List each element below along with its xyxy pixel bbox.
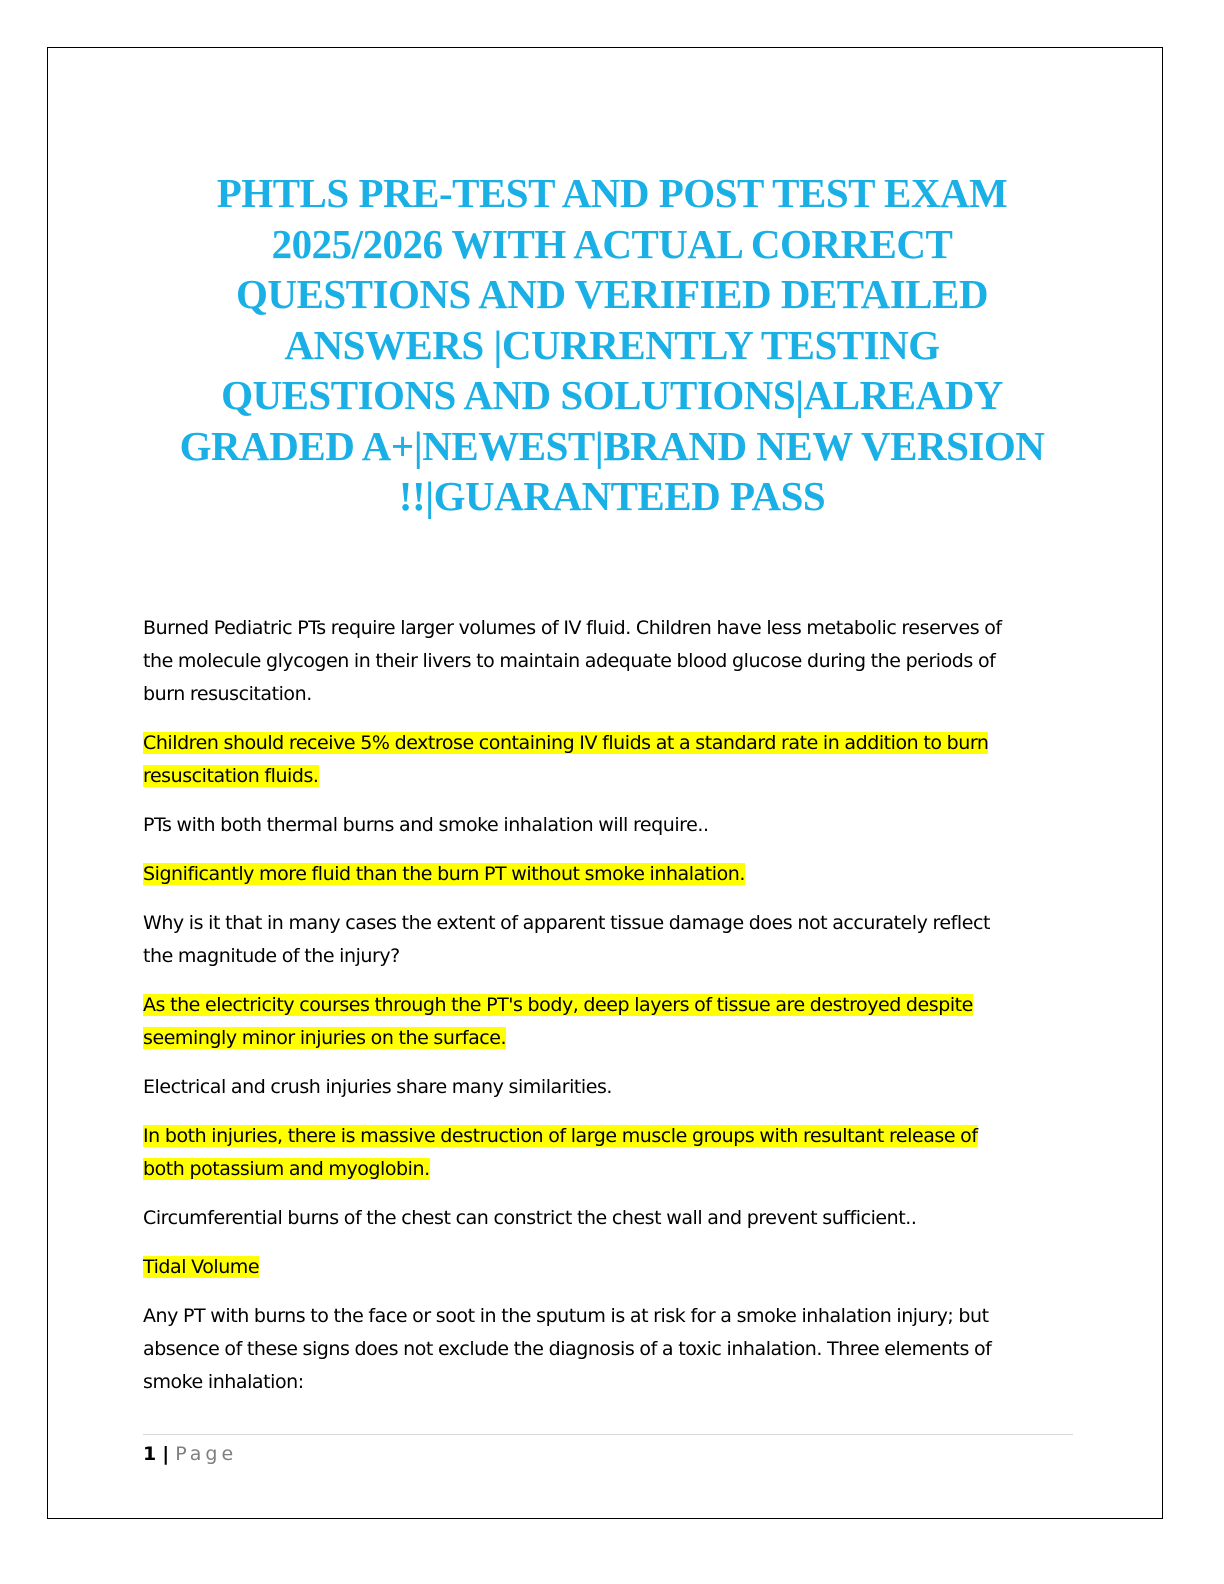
document-body bbox=[143, 612, 1083, 1415]
title-line: QUESTIONS AND SOLUTIONS|ALREADY bbox=[221, 372, 1003, 418]
text-line: the molecule glycogen in their livers to maintain adequate blood glucose during the periods of bbox=[143, 650, 996, 672]
title-line: GRADED A+|NEWEST|BRAND NEW VERSION bbox=[179, 422, 1045, 469]
page-label: Page bbox=[175, 1443, 238, 1465]
highlighted-text-line: As the electricity courses through the PT's body, deep layers of tissue are destroyed despite bbox=[143, 994, 973, 1016]
footer-divider bbox=[143, 1434, 1073, 1435]
highlighted-text-line: Tidal Volume bbox=[143, 1256, 260, 1278]
highlighted-text-line: In both injuries, there is massive destruction of large muscle groups with resultant release of bbox=[143, 1125, 978, 1147]
text-line: Burned Pediatric PTs require larger volumes of IV fluid. Children have less metabolic reserves of bbox=[143, 617, 1002, 639]
question-paragraph bbox=[143, 907, 1083, 973]
text-line: PTs with both thermal burns and smoke inhalation will require.. bbox=[143, 814, 709, 836]
highlighted-text-line: Significantly more fluid than the burn PT without smoke inhalation. bbox=[143, 863, 745, 885]
highlighted-text-line: both potassium and myoglobin. bbox=[143, 1158, 430, 1180]
answer-paragraph bbox=[143, 989, 1083, 1055]
highlighted-text-line: resuscitation fluids. bbox=[143, 765, 319, 787]
footer-separator: | bbox=[162, 1443, 170, 1465]
question-paragraph bbox=[143, 612, 1083, 711]
text-line: burn resuscitation. bbox=[143, 683, 312, 705]
question-paragraph bbox=[143, 1202, 1083, 1235]
question-paragraph bbox=[143, 809, 1083, 842]
answer-paragraph bbox=[143, 858, 1083, 891]
text-line: the magnitude of the injury? bbox=[143, 945, 400, 967]
title-line: ANSWERS |CURRENTLY TESTING bbox=[284, 321, 940, 368]
highlighted-text-line: Children should receive 5% dextrose containing IV fluids at a standard rate in addition to burn bbox=[143, 732, 989, 754]
text-line: Why is it that in many cases the extent of apparent tissue damage does not accurately reflect bbox=[143, 912, 990, 934]
title-line: !!|GUARANTEED PASS bbox=[398, 473, 826, 519]
text-line: Any PT with burns to the face or soot in the sputum is at risk for a smoke inhalation injury; but bbox=[143, 1305, 989, 1327]
answer-paragraph bbox=[143, 1251, 1083, 1284]
page-footer bbox=[143, 1440, 237, 1468]
answer-paragraph bbox=[143, 727, 1083, 793]
question-paragraph bbox=[143, 1300, 1083, 1399]
text-line: Circumferential burns of the chest can constrict the chest wall and prevent sufficient.. bbox=[143, 1207, 917, 1229]
text-line: Electrical and crush injuries share many similarities. bbox=[143, 1076, 613, 1098]
text-line: smoke inhalation: bbox=[143, 1371, 304, 1393]
title-line: PHTLS PRE-TEST AND POST TEST EXAM bbox=[216, 170, 1008, 216]
text-line: absence of these signs does not exclude the diagnosis of a toxic inhalation. Three elements of bbox=[143, 1338, 992, 1360]
title-line: 2025/2026 WITH ACTUAL CORRECT bbox=[271, 220, 953, 267]
question-paragraph bbox=[143, 1071, 1083, 1104]
answer-paragraph bbox=[143, 1120, 1083, 1186]
page-number: 1 bbox=[143, 1443, 157, 1465]
highlighted-text-line: seemingly minor injuries on the surface. bbox=[143, 1027, 507, 1049]
document-title bbox=[140, 168, 1084, 522]
title-line: QUESTIONS AND VERIFIED DETAILED bbox=[236, 271, 988, 317]
